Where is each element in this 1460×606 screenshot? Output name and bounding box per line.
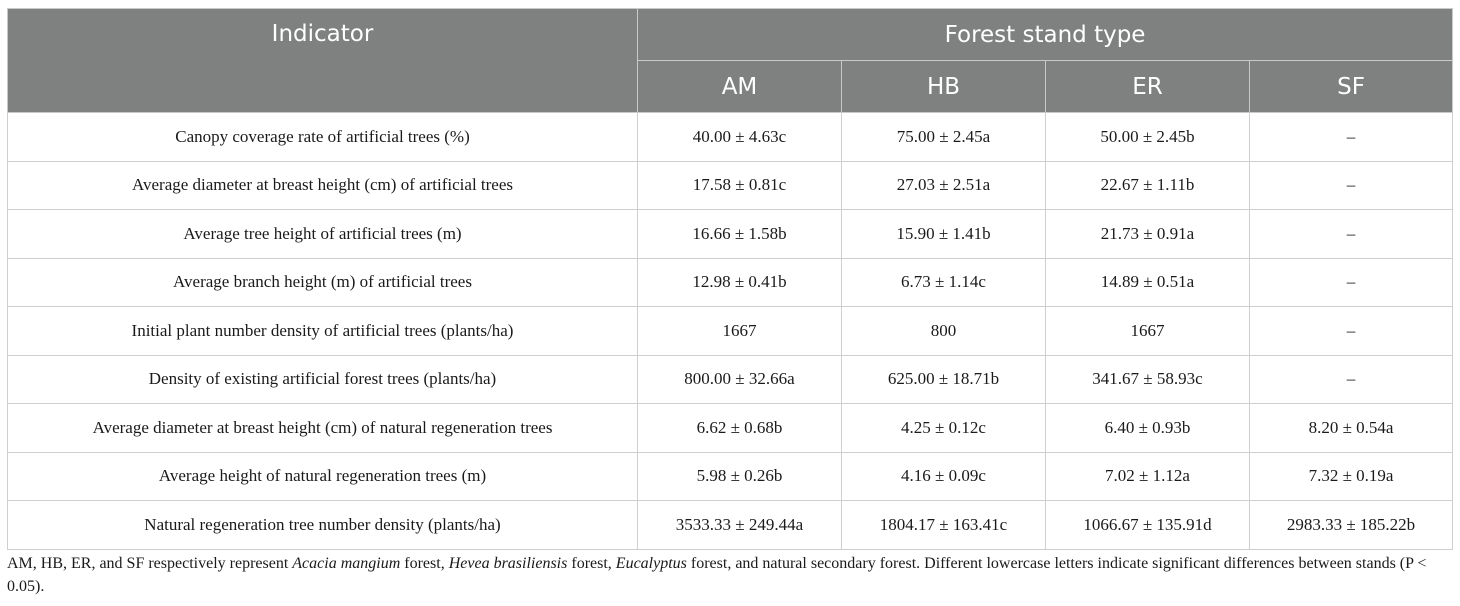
row-indicator: Natural regeneration tree number density (plants/ha) <box>8 501 638 550</box>
cell-er: 7.02 ± 1.12a <box>1046 452 1250 501</box>
cell-am: 3533.33 ± 249.44a <box>638 501 842 550</box>
table-body <box>8 113 1453 550</box>
header-forest-stand-type: Forest stand type <box>638 9 1453 61</box>
cell-am: 17.58 ± 0.81c <box>638 161 842 210</box>
table-row <box>8 210 1453 259</box>
row-indicator: Average height of natural regeneration trees (m) <box>8 452 638 501</box>
header-col-er: ER <box>1046 61 1250 113</box>
cell-hb: 625.00 ± 18.71b <box>842 355 1046 404</box>
row-indicator: Density of existing artificial forest trees (plants/ha) <box>8 355 638 404</box>
cell-am: 16.66 ± 1.58b <box>638 210 842 259</box>
row-indicator: Average diameter at breast height (cm) of artificial trees <box>8 161 638 210</box>
cell-am: 40.00 ± 4.63c <box>638 113 842 162</box>
cell-er: 1066.67 ± 135.91d <box>1046 501 1250 550</box>
cell-sf: – <box>1250 161 1453 210</box>
table-row <box>8 501 1453 550</box>
cell-hb: 27.03 ± 2.51a <box>842 161 1046 210</box>
footnote-species-hevea: Hevea brasiliensis <box>448 555 568 572</box>
header-col-sf: SF <box>1250 61 1453 113</box>
table-row <box>8 113 1453 162</box>
row-indicator: Average tree height of artificial trees (m) <box>8 210 638 259</box>
cell-er: 21.73 ± 0.91a <box>1046 210 1250 259</box>
cell-am: 5.98 ± 0.26b <box>638 452 842 501</box>
cell-hb: 800 <box>842 307 1046 356</box>
header-col-am: AM <box>638 61 842 113</box>
cell-sf: 2983.33 ± 185.22b <box>1250 501 1453 550</box>
table-row <box>8 452 1453 501</box>
cell-er: 14.89 ± 0.51a <box>1046 258 1250 307</box>
cell-er: 1667 <box>1046 307 1250 356</box>
table-row <box>8 161 1453 210</box>
table-row <box>8 307 1453 356</box>
row-indicator: Initial plant number density of artificial trees (plants/ha) <box>8 307 638 356</box>
header-indicator: Indicator <box>8 9 638 113</box>
table-row <box>8 355 1453 404</box>
cell-hb: 15.90 ± 1.41b <box>842 210 1046 259</box>
cell-sf: 8.20 ± 0.54a <box>1250 404 1453 453</box>
cell-hb: 1804.17 ± 163.41c <box>842 501 1046 550</box>
table-header <box>8 9 1453 113</box>
cell-er: 6.40 ± 0.93b <box>1046 404 1250 453</box>
cell-sf: – <box>1250 113 1453 162</box>
footnote-text-1: AM, HB, ER, and SF respectively represent <box>7 555 293 572</box>
footnote-species-acacia: Acacia mangium <box>292 555 401 572</box>
table-footnote <box>7 552 1455 598</box>
cell-am: 12.98 ± 0.41b <box>638 258 842 307</box>
cell-er: 50.00 ± 2.45b <box>1046 113 1250 162</box>
cell-am: 6.62 ± 0.68b <box>638 404 842 453</box>
row-indicator: Canopy coverage rate of artificial trees (%) <box>8 113 638 162</box>
footnote-text-3: forest, <box>567 555 616 572</box>
cell-sf: 7.32 ± 0.19a <box>1250 452 1453 501</box>
cell-sf: – <box>1250 355 1453 404</box>
cell-er: 341.67 ± 58.93c <box>1046 355 1250 404</box>
cell-sf: – <box>1250 258 1453 307</box>
cell-am: 1667 <box>638 307 842 356</box>
header-col-hb: HB <box>842 61 1046 113</box>
table-row <box>8 258 1453 307</box>
cell-hb: 4.16 ± 0.09c <box>842 452 1046 501</box>
cell-hb: 6.73 ± 1.14c <box>842 258 1046 307</box>
cell-er: 22.67 ± 1.11b <box>1046 161 1250 210</box>
footnote-species-eucalyptus: Eucalyptus <box>615 555 687 572</box>
footnote-text-4: forest, and natural secondary forest. Different lowercase letters indicate significant differences between stands (P < 0.05). <box>7 555 1427 595</box>
row-indicator: Average diameter at breast height (cm) of natural regeneration trees <box>8 404 638 453</box>
footnote-text-2: forest, <box>400 555 449 572</box>
cell-hb: 4.25 ± 0.12c <box>842 404 1046 453</box>
cell-hb: 75.00 ± 2.45a <box>842 113 1046 162</box>
row-indicator: Average branch height (m) of artificial trees <box>8 258 638 307</box>
table-row <box>8 404 1453 453</box>
data-table <box>7 8 1453 550</box>
cell-sf: – <box>1250 307 1453 356</box>
header-row-group <box>8 9 1453 61</box>
cell-am: 800.00 ± 32.66a <box>638 355 842 404</box>
cell-sf: – <box>1250 210 1453 259</box>
